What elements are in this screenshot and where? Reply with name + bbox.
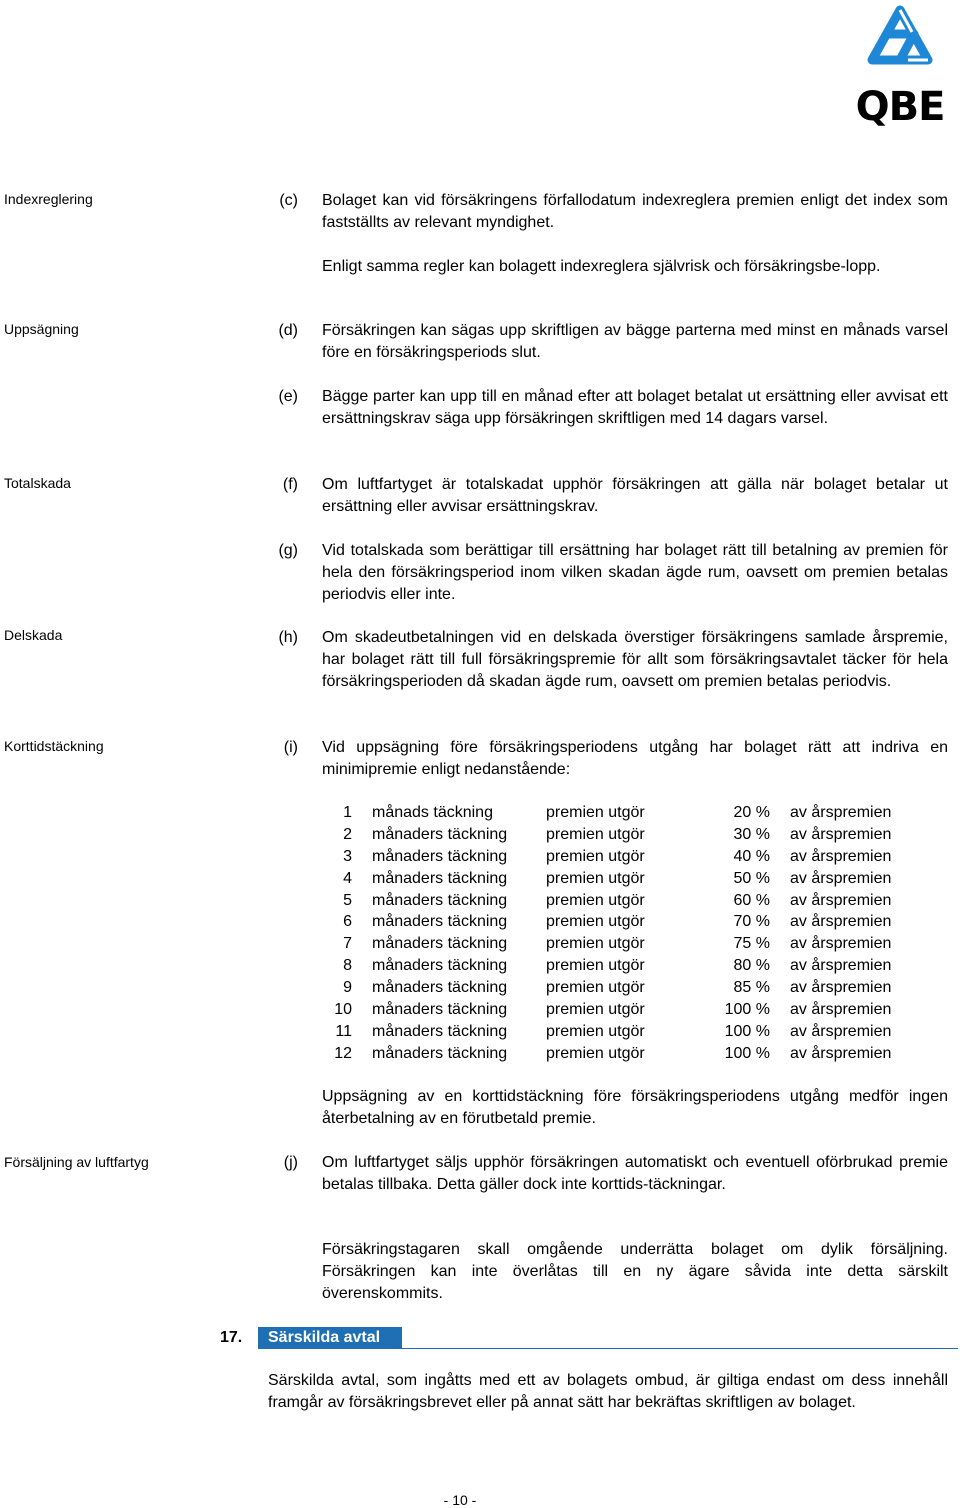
percent-cell: 80 % — [733, 957, 770, 975]
table-row — [322, 846, 932, 868]
coverage-cell: månaders täckning — [372, 1001, 508, 1019]
basis-cell: av årspremien — [790, 957, 892, 975]
months-cell: 11 — [335, 1022, 352, 1040]
table-row — [322, 933, 932, 955]
premium-label-cell: premien utgör — [546, 1001, 645, 1019]
section-17-paragraph: Särskilda avtal, som ingåtts med ett av bolagets ombud, är giltiga endast om dess innehåll framgår av försäkringsbrevet eller på annat sätt har bekräftas skriftligen av bolaget. — [268, 1372, 948, 1411]
percent-cell: 70 % — [733, 913, 770, 931]
clause-letter-g: (g) — [278, 542, 298, 559]
percent-cell: 40 % — [733, 847, 770, 865]
clause-letter-d: (d) — [278, 322, 298, 339]
table-row — [322, 955, 932, 977]
months-cell: 6 — [343, 913, 352, 931]
section-title: Särskilda avtal — [258, 1327, 402, 1348]
premium-label-cell: premien utgör — [546, 804, 645, 821]
page-number: - 10 - — [443, 1492, 477, 1508]
side-label-totalskada: Totalskada — [4, 475, 71, 491]
percent-cell: 100 % — [724, 1022, 770, 1040]
table-row — [322, 868, 932, 890]
months-cell: 8 — [343, 957, 352, 975]
months-cell: 10 — [334, 1001, 352, 1019]
clause-letter-f: (f) — [282, 476, 298, 493]
paragraph-i-1: Vid uppsägning före försäkringsperiodens utgång har bolaget rätt att indriva en minimipremie enligt nedanstående: — [322, 739, 948, 778]
logo-wordmark: QBE — [855, 84, 945, 130]
paragraph-e: Bägge parter kan upp till en månad efter att bolaget betalat ut ersättning eller avvisat ett ersättningskrav säga upp försäkringen skriftligen med 14 dagars varsel. — [322, 388, 948, 427]
coverage-cell: månaders täckning — [372, 891, 508, 909]
premium-label-cell: premien utgör — [546, 869, 645, 887]
percent-cell: 75 % — [733, 935, 770, 953]
coverage-cell: månaders täckning — [372, 979, 508, 997]
basis-cell: av årspremien — [790, 1044, 892, 1062]
basis-cell: av årspremien — [790, 1001, 892, 1019]
clause-letter-c: (c) — [279, 192, 298, 209]
coverage-cell: månaders täckning — [372, 957, 508, 975]
months-cell: 9 — [343, 979, 352, 997]
side-label-indexreglering: Indexreglering — [4, 191, 93, 207]
qbe-emblem-icon — [846, 4, 954, 84]
basis-cell: av årspremien — [790, 913, 892, 931]
percent-cell: 50 % — [733, 869, 770, 887]
paragraph-d: Försäkringen kan sägas upp skriftligen av bägge parterna med minst en månads varsel före en försäkringsperiods slut. — [322, 322, 948, 361]
basis-cell: av årspremien — [790, 935, 892, 953]
premium-table — [322, 802, 932, 1065]
premium-label-cell: premien utgör — [546, 957, 645, 975]
clause-letter-e: (e) — [278, 388, 298, 405]
paragraph-c-1: Bolaget kan vid försäkringens förfallodatum indexreglera premien enligt det index som fastställts av relevant myndighet. — [322, 192, 948, 231]
months-cell: 4 — [343, 869, 352, 887]
months-cell: 1 — [343, 804, 352, 821]
side-label-uppsagning: Uppsägning — [4, 321, 79, 337]
basis-cell: av årspremien — [790, 804, 892, 821]
premium-label-cell: premien utgör — [546, 1022, 645, 1040]
table-row — [322, 911, 932, 933]
coverage-cell: månaders täckning — [372, 913, 508, 931]
paragraph-j-1: Om luftfartyget säljs upphör försäkringen automatiskt och eventuell oförbrukad premie betalas tillbaka. Detta gäller dock inte korttids-täckningar. — [322, 1154, 948, 1193]
premium-label-cell: premien utgör — [546, 979, 645, 997]
premium-label-cell: premien utgör — [546, 1044, 645, 1062]
coverage-cell: månads täckning — [372, 804, 493, 821]
months-cell: 2 — [343, 825, 352, 843]
side-label-delskada: Delskada — [4, 627, 63, 643]
months-cell: 7 — [343, 935, 352, 953]
side-label-forsaljning: Försäljning av luftfartyg — [4, 1154, 149, 1170]
table-row — [322, 824, 932, 846]
premium-label-cell: premien utgör — [546, 891, 645, 909]
section-heading-bar — [258, 1327, 958, 1349]
premium-label-cell: premien utgör — [546, 847, 645, 865]
months-cell: 12 — [334, 1044, 352, 1062]
paragraph-f: Om luftfartyget är totalskadat upphör försäkringen att gälla när bolaget betalar ut ersättning eller avvisar ersättningskrav. — [322, 476, 948, 515]
basis-cell: av årspremien — [790, 1022, 892, 1040]
table-row — [322, 977, 932, 999]
premium-label-cell: premien utgör — [546, 825, 645, 843]
months-cell: 3 — [343, 847, 352, 865]
table-row — [322, 802, 932, 824]
paragraph-i-2: Uppsägning av en korttidstäckning före försäkringsperiodens utgång medför ingen återbetalning av en förutbetald premie. — [322, 1088, 948, 1127]
percent-cell: 85 % — [733, 979, 770, 997]
percent-cell: 100 % — [724, 1001, 770, 1019]
coverage-cell: månaders täckning — [372, 1022, 508, 1040]
clause-letter-j: (j) — [283, 1154, 298, 1171]
table-row — [322, 1043, 932, 1065]
qbe-logo — [846, 4, 954, 130]
paragraph-c-2: Enligt samma regler kan bolagett indexreglera självrisk och försäkringsbe-lopp. — [322, 258, 881, 275]
basis-cell: av årspremien — [790, 825, 892, 843]
section-number: 17. — [220, 1329, 243, 1346]
percent-cell: 20 % — [733, 804, 770, 821]
basis-cell: av årspremien — [790, 847, 892, 865]
coverage-cell: månaders täckning — [372, 869, 508, 887]
premium-label-cell: premien utgör — [546, 935, 645, 953]
paragraph-h: Om skadeutbetalningen vid en delskada överstiger försäkringens samlade årspremie, har bolaget rätt till full försäkringspremie för allt som försäkringsavtalet täcker för hela försäkringsperioden då skadan ägde rum, oavsett om premien betalas periodvis. — [322, 629, 948, 690]
basis-cell: av årspremien — [790, 979, 892, 997]
clause-letter-i: (i) — [283, 739, 298, 756]
side-label-korttidstackning: Korttidstäckning — [4, 738, 104, 754]
clause-letter-h: (h) — [278, 629, 298, 646]
paragraph-j-2: Försäkringstagaren skall omgående underrätta bolaget om dylik försäljning. Försäkringen kan inte överlåtas till en ny ägare såvida inte detta särskilt överenskommits. — [322, 1241, 948, 1302]
coverage-cell: månaders täckning — [372, 825, 508, 843]
percent-cell: 60 % — [733, 891, 770, 909]
coverage-cell: månaders täckning — [372, 1044, 508, 1062]
basis-cell: av årspremien — [790, 891, 892, 909]
percent-cell: 100 % — [724, 1044, 770, 1062]
paragraph-g: Vid totalskada som berättigar till ersättning har bolaget rätt till betalning av premien för hela den försäkringsperiod inom vilken skadan ägde rum, oavsett om premien betalas periodvis eller inte. — [322, 542, 948, 603]
basis-cell: av årspremien — [790, 869, 892, 887]
table-row — [322, 999, 932, 1021]
premium-label-cell: premien utgör — [546, 913, 645, 931]
coverage-cell: månaders täckning — [372, 935, 508, 953]
months-cell: 5 — [343, 891, 352, 909]
coverage-cell: månaders täckning — [372, 847, 508, 865]
table-row — [322, 1021, 932, 1043]
percent-cell: 30 % — [733, 825, 770, 843]
table-row — [322, 890, 932, 912]
